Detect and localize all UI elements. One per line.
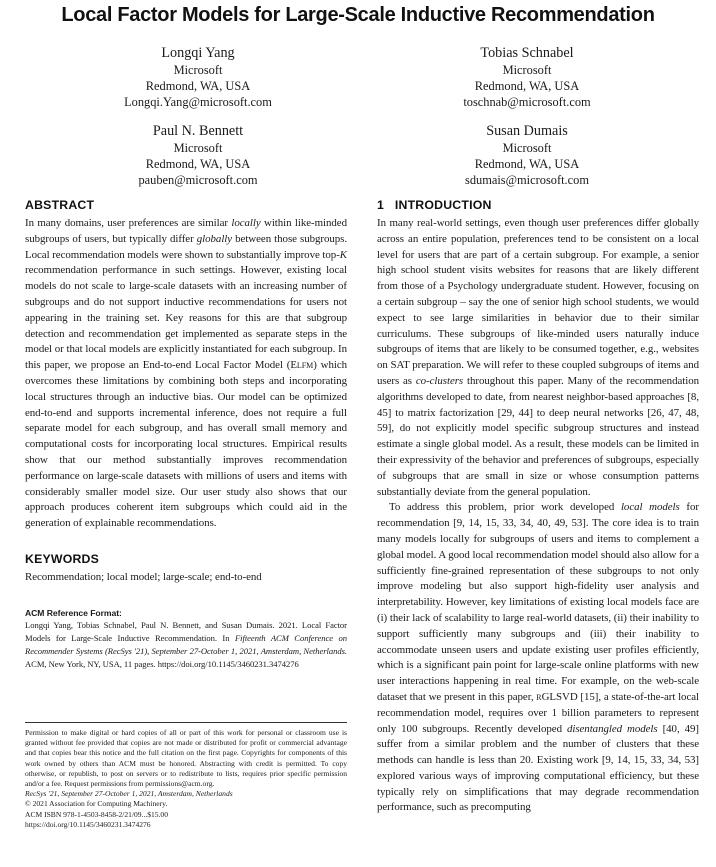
author-location: Redmond, WA, USA — [474, 79, 580, 93]
acm-reference-text: Longqi Yang, Tobias Schnabel, Paul N. Bennett, and Susan Dumais. 2021. Local Factor Models for Large-Scale Inductive Recommendation. In Fifteenth ACM Conference on Recommender Systems (RecSys '21), September 27-October 1, 2021, Amsterdam, Netherlands. ACM, New York, NY, USA, 11 pages. https://doi.org/10.1145/3460231.3474276 — [25, 619, 347, 669]
author-affiliation: Microsoft — [502, 63, 552, 77]
permission-footnote — [25, 722, 347, 830]
copyright-line: © 2021 Association for Computing Machinery. — [25, 799, 168, 809]
author-block — [68, 122, 328, 188]
paper-title: Local Factor Models for Large-Scale Inductive Recommendation — [61, 4, 655, 26]
author-location: Redmond, WA, USA — [145, 157, 251, 171]
author-block — [397, 122, 657, 188]
permission-text: Permission to make digital or hard copies of all or part of this work for personal or classroom use is granted without fee provided that copies are not made or distributed for profit or commercial advantage and that copies bear this notice and the full citation on the first page. Copyrights for components of this work owned by others than ACM must be honored. Abstracting with credit is permitted. To copy otherwise, or republish, to post on servers or to redistribute to lists, requires prior specific permission and/or a fee. Request permissions from permissions@acm.org. — [25, 728, 347, 789]
author-email: sdumais@microsoft.com — [465, 173, 589, 187]
author-block — [68, 44, 328, 110]
author-affiliation: Microsoft — [173, 141, 223, 155]
abstract-heading: ABSTRACT — [25, 198, 95, 212]
acm-reference-heading: ACM Reference Format: — [25, 607, 122, 618]
doi-link[interactable]: https://doi.org/10.1145/3460231.3474276 — [25, 819, 151, 829]
author-location: Redmond, WA, USA — [145, 79, 251, 93]
author-email: Longqi.Yang@microsoft.com — [124, 95, 272, 109]
isbn-line: ACM ISBN 978-1-4503-8458-2/21/09...$15.00 — [25, 809, 168, 819]
introduction-heading: 1 INTRODUCTION — [377, 198, 492, 212]
author-email: pauben@microsoft.com — [138, 173, 258, 187]
abstract-text: In many domains, user preferences are similar locally within like-minded subgroups of users, but typically differ globally between those subgroups. Local recommendation models were shown to substantially improve top-K recommendation performance in such settings. However, existing local models do not scale to large-scale datasets with an increasing number of subgroups and do not support inductive recommendations for users not appearing in the training set. Key reasons for this are that subgroup detection and recommendation get implemented as separate steps in the model or that local models are explicitly instantiated for each subgroup. In this paper, we propose an End-to-end Local Factor Model (Elfm) which overcomes these limitations by combining both steps and incorporating local structures through an inductive bias. Our model can be optimized end-to-end and supports incremental inference, does not require a full separate model for each subgroup, and has overall small memory and computational costs for incorporating local structures. Empirical results show that our method substantially improves recommendation performance on large-scale datasets with millions of users and items with considerably smaller model size. Our user study also shows that our approach produces coherent item subgroups which could aid in the generation of explainable recommendations. — [25, 217, 348, 530]
author-affiliation: Microsoft — [502, 141, 552, 155]
intro-paragraph-2: To address this problem, prior work developed local models for recommendation [9, 14, 15, 33, 34, 40, 49, 53]. The core idea is to train many models locally for subgroups of users and items to complement a global model. A good local recommendation model should also allow for a sufficiently fine-grained representation of these subgroups to not only improve modeling but also support high-fidelity user analysis and interpretability. However, key limitations of existing local models face are (i) their lack of scalability to large real-world datasets, (ii) their inability to support sufficiently many subgroups and (iii) their inability to accommodate unseen users and update existing user profiles efficiently, which is a significant pain point for large-scale online platforms with new user interactions happening in real time. For example, on the web-scale dataset that we present in this paper, rGLSVD [15], a state-of-the-art local recommendation model, requires over 1 billion parameters to represent only 100 subgroups. Recently developed disentangled models [40, 49] suffer from a similar problem and the number of clusters that these methods can handle is less than 20. Existing work [9, 14, 15, 33, 34, 53] explored various ways of improving computational efficiency, but these typically rely on simplifications that may degrade recommendation performance, such as precomputing — [377, 501, 699, 814]
right-column — [377, 197, 699, 816]
author-name: Tobias Schnabel — [480, 45, 574, 61]
author-name: Longqi Yang — [161, 45, 235, 61]
author-name: Susan Dumais — [486, 123, 568, 139]
author-location: Redmond, WA, USA — [474, 157, 580, 171]
author-block — [397, 44, 657, 110]
keywords-text: Recommendation; local model; large-scale; end-to-end — [25, 570, 262, 583]
left-column — [25, 197, 347, 671]
author-email: toschnab@microsoft.com — [463, 95, 591, 109]
intro-paragraph-1: In many real-world settings, even though user preferences differ globally across an entire population, preferences tend to be consistent on a local level for users that are part of a certain subgroup. For example, a senior high school student visits websites for reasons that are likely different from those of a Psychology undergraduate student. However, focusing on a certain subgroup – say the one of senior high school students, we would expect to see large similarities in behavior due to their similar curriculums. These subgroups of like-minded users naturally induce subgroups of items that are likely to be consumed together, e.g., websites on SAT preparation. We will refer to these coupled subgroups of items and users as co-clusters throughout this paper. Many of the recommendation algorithms developed to date, from nearest neighbor-based approaches [8, 45] to matrix factorization [29, 44] to deep neural networks [26, 47, 48, 59], do not explicitly model specific subgroup structures and instead estimate a single global model. As a result, these models can be limited in their expressivity of the behavior and preferences of subgroups, especially of subgroups that are small in size or whose consumption patterns substantially deviate from the general population. — [377, 217, 699, 498]
author-affiliation: Microsoft — [173, 63, 223, 77]
keywords-heading: KEYWORDS — [25, 551, 100, 566]
venue-line: RecSys '21, September 27-October 1, 2021, Amsterdam, Netherlands — [25, 789, 233, 799]
author-name: Paul N. Bennett — [152, 123, 244, 139]
